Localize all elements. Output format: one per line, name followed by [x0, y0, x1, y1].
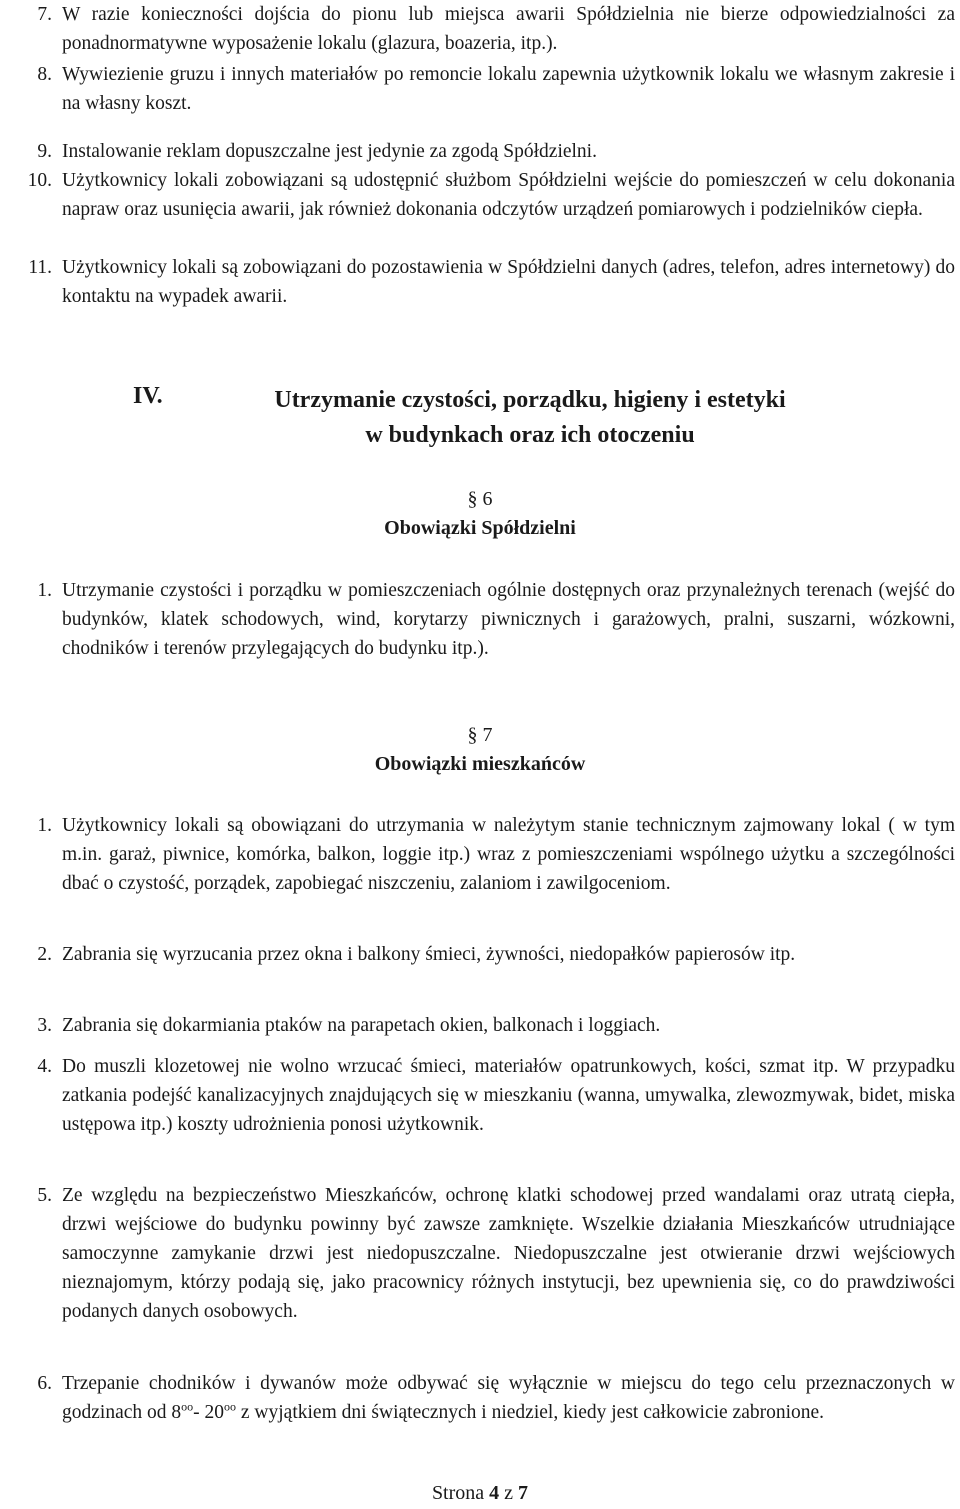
list-number: 11. — [28, 257, 52, 278]
list-text: Ze względu na bezpieczeństwo Mieszkańców, ochronę klatki schodowej przed wandalami oraz utratą ciepła, drzwi wejściowe do budynku powinny być zawsze zamknięte. Wszelkie działania Mieszkańców utrudniające samoczynne zamykanie drzwi jest niedopuszczalne. Niedopuszczalne jest otwieranie drzwi wejściowych nieznajomym, którzy podają się, jako pracownicy różnych instytucji, bez upewnienia się, co do prawdziwości podanych danych osobowych. — [62, 1185, 955, 1322]
list-text: Zabrania się dokarmiania ptaków na parapetach okien, balkonach i loggiach. — [62, 1015, 661, 1036]
footer-page-number: 4 — [489, 1482, 500, 1504]
footer-middle: z — [504, 1482, 514, 1504]
list-text: Do muszli klozetowej nie wolno wrzucać śmieci, materiałów opatrunkowych, kości, szmat itp. W przypadku zatkania podejść kanalizacyjnych znajdujących się w mieszkaniu (wanna, umywalka, zlewozmywak, bidet, miska ustępowa itp.) koszty udrożnienia ponosi użytkownik. — [62, 1056, 955, 1135]
par7-list-item-4 — [37, 1052, 955, 1139]
list-number: 5. — [37, 1185, 52, 1206]
list-text: Wywiezienie gruzu i innych materiałów po remoncie lokalu zapewnia użytkownik lokalu we własnym zakresie i na własny koszt. — [62, 64, 955, 114]
par7-list-item-3 — [37, 1011, 955, 1040]
par7-list-item-5 — [37, 1181, 955, 1326]
par7-list-item-1 — [37, 811, 955, 898]
list-text: Instalowanie reklam dopuszczalne jest jedynie za zgodą Spółdzielni. — [62, 141, 597, 162]
paragraph-6-number — [0, 485, 960, 514]
section-title-line2: w budynkach oraz ich otoczeniu — [365, 422, 695, 448]
paragraph-number: 6 — [482, 488, 493, 510]
list-text — [62, 1369, 955, 1427]
list-text: Zabrania się wyrzucania przez okna i balkony śmieci, żywności, niedopałków papierosów itp. — [62, 944, 796, 965]
footer-prefix: Strona — [431, 1482, 485, 1504]
list-item-10 — [27, 166, 955, 224]
list-text: Użytkownicy lokali są zobowiązani do pozostawienia w Spółdzielni danych (adres, telefon, adres internetowy) do kontaktu na wypadek awarii. — [62, 257, 955, 307]
page-footer — [0, 1482, 960, 1505]
list-text: Użytkownicy lokali są obowiązani do utrzymania w należytym stanie technicznym zajmowany lokal ( w tym m.in. garaż, piwnice, komórka, balkon, loggie itp.) wraz z pomieszczeniami wspólnego użytku a szczególności dbać o czystość, porządek, zapobiegać niszczeniu, zalaniom i zawilgoceniom. — [62, 815, 955, 894]
list-item-8 — [37, 60, 955, 118]
list-text-part: z wyjątkiem dni świątecznych i niedziel, kiedy jest całkowicie zabronione. — [236, 1402, 825, 1423]
section-sign-icon: § — [467, 488, 478, 510]
paragraph-title: Obowiązki mieszkańców — [374, 753, 586, 775]
paragraph-7-number — [0, 721, 960, 750]
list-item-7 — [37, 0, 955, 58]
list-text-part: Trzepanie chodników i dywanów może odbywać się wyłącznie w miejscu do tego celu przeznaczonych w godzinach od 8 — [62, 1373, 955, 1423]
list-number: 1. — [37, 815, 52, 836]
list-number: 3. — [37, 1015, 52, 1036]
paragraph-6-title — [0, 514, 960, 543]
list-number: 2. — [37, 944, 52, 965]
list-number: 10. — [27, 170, 52, 191]
list-text-part: - 20 — [193, 1402, 225, 1423]
par6-list-item-1 — [37, 576, 955, 663]
list-text: Użytkownicy lokali zobowiązani są udostępnić służbom Spółdzielni wejście do pomieszczeń w celu dokonania napraw oraz usunięcia awarii, jak również dokonania odczytów urządzeń pomiarowych i podzielników ciepła. — [62, 170, 955, 220]
paragraph-number: 7 — [482, 724, 493, 746]
superscript: oo — [181, 1399, 194, 1414]
superscript: oo — [224, 1399, 237, 1414]
list-number: 9. — [37, 141, 52, 162]
list-number: 7. — [37, 4, 52, 25]
par7-list-item-6 — [37, 1369, 955, 1427]
paragraph-7-title — [0, 750, 960, 779]
list-item-11 — [28, 253, 955, 311]
list-number: 1. — [37, 580, 52, 601]
section-title — [150, 383, 910, 453]
list-number: 8. — [37, 64, 52, 85]
footer-total-pages: 7 — [518, 1482, 529, 1504]
list-item-9 — [37, 137, 955, 166]
par7-list-item-2 — [37, 940, 955, 969]
list-number: 4. — [37, 1056, 52, 1077]
section-number: IV. — [133, 383, 163, 409]
list-text: Utrzymanie czystości i porządku w pomieszczeniach ogólnie dostępnych oraz przynależnych terenach (wejść do budynków, klatek schodowych, wind, korytarzy piwnicznych i garażowych, pralni, suszarni, wózkowni, chodników i terenów przylegających do budynku itp.). — [62, 580, 955, 659]
list-number: 6. — [37, 1373, 52, 1394]
section-title-line1: Utrzymanie czystości, porządku, higieny i estetyki — [274, 387, 786, 413]
paragraph-title: Obowiązki Spółdzielni — [384, 517, 576, 539]
list-text: W razie konieczności dojścia do pionu lub miejsca awarii Spółdzielnia nie bierze odpowiedzialności za ponadnormatywne wyposażenie lokalu (glazura, boazeria, itp.). — [62, 4, 955, 54]
section-sign-icon: § — [467, 724, 478, 746]
